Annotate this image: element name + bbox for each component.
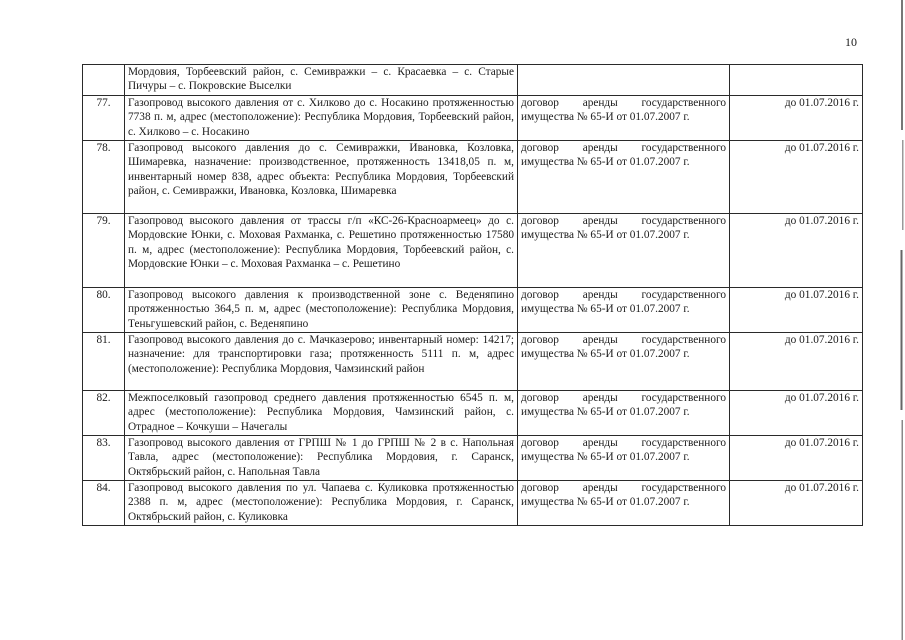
term: до 01.07.2016 г. — [730, 141, 863, 214]
table-row — [83, 391, 863, 436]
encumbrance-basis — [518, 65, 730, 96]
table-row — [83, 288, 863, 333]
row-number: 84. — [83, 481, 125, 526]
row-number: 79. — [83, 214, 125, 288]
scan-edge-artifact — [896, 0, 905, 640]
term — [730, 65, 863, 96]
row-number: 81. — [83, 333, 125, 391]
encumbrance-basis: договор аренды государственного имущества № 65-И от 01.07.2007 г. — [518, 288, 730, 333]
term: до 01.07.2016 г. — [730, 481, 863, 526]
object-description: Газопровод высокого давления до с. Семивражки, Ивановка, Козловка, Шимаревка, назначение: производственное, протяженность 13418,05 п. м, инвентарный номер 838, адрес объекта: Республика Мордовия, Торбеевский район, с. Семивражки, Ивановка, Козловка, Шимаревка — [125, 141, 518, 214]
object-description: Газопровод высокого давления к производственной зоне с. Веденяпино протяженностью 364,5 п. м, адрес (местоположение): Республика Мордовия, Теньгушевский район, с. Веденяпино — [125, 288, 518, 333]
table-row — [83, 214, 863, 288]
object-description: Газопровод высокого давления от трассы г/п «КС-26-Красноармеец» до с. Мордовские Юнки, с. Моховая Рахманка, с. Решетино протяженностью 17580 п. м, адрес (местоположение): Республика Мордовия, Торбеевский район, с. Мордовские Юнки – с. Моховая Рахманка – с. Решетино — [125, 214, 518, 288]
row-number: 77. — [83, 96, 125, 141]
row-number: 78. — [83, 141, 125, 214]
page-number: 10 — [845, 35, 857, 49]
row-number: 83. — [83, 436, 125, 481]
object-description: Газопровод высокого давления до с. Мачказерово; инвентарный номер: 14217; назначение: для транспортировки газа; протяженность 5111 п. м, адрес (местоположение): Республика Мордовия, Чамзинский район — [125, 333, 518, 391]
table-row — [83, 436, 863, 481]
term: до 01.07.2016 г. — [730, 96, 863, 141]
encumbrance-basis: договор аренды государственного имущества № 65-И от 01.07.2007 г. — [518, 481, 730, 526]
term: до 01.07.2016 г. — [730, 214, 863, 288]
encumbrance-basis: договор аренды государственного имущества № 65-И от 01.07.2007 г. — [518, 333, 730, 391]
object-description: Межпоселковый газопровод среднего давления протяженностью 6545 п. м, адрес (местоположение): Республика Мордовия, Чамзинский район, с. Отрадное – Кочкуши – Начегалы — [125, 391, 518, 436]
table-row — [83, 481, 863, 526]
encumbrance-basis: договор аренды государственного имущества № 65-И от 01.07.2007 г. — [518, 141, 730, 214]
term: до 01.07.2016 г. — [730, 391, 863, 436]
table-row — [83, 333, 863, 391]
row-number: 80. — [83, 288, 125, 333]
object-description: Газопровод высокого давления от ГРПШ № 1 до ГРПШ № 2 в с. Напольная Тавла, адрес (местоположение): Республика Мордовия, г. Саранск, Октябрьский район, с. Напольная Тавла — [125, 436, 518, 481]
table-row — [83, 96, 863, 141]
row-number: 82. — [83, 391, 125, 436]
encumbrance-basis: договор аренды государственного имущества № 65-И от 01.07.2007 г. — [518, 436, 730, 481]
encumbrance-basis: договор аренды государственного имущества № 65-И от 01.07.2007 г. — [518, 214, 730, 288]
term: до 01.07.2016 г. — [730, 333, 863, 391]
row-number — [83, 65, 125, 96]
object-description: Газопровод высокого давления от с. Хилково до с. Носакино протяженностью 7738 п. м, адрес (местоположение): Республика Мордовия, Торбеевский район, с. Хилково – с. Носакино — [125, 96, 518, 141]
table-row — [83, 141, 863, 214]
property-table — [82, 64, 863, 526]
object-description: Газопровод высокого давления по ул. Чапаева с. Куликовка протяженностью 2388 п. м, адрес (местоположение): Республика Мордовия, г. Саранск, Октябрьский район, с. Куликовка — [125, 481, 518, 526]
table-row — [83, 65, 863, 96]
term: до 01.07.2016 г. — [730, 436, 863, 481]
object-description: Мордовия, Торбеевский район, с. Семивражки – с. Красаевка – с. Старые Пичуры – с. Покровские Выселки — [125, 65, 518, 96]
encumbrance-basis: договор аренды государственного имущества № 65-И от 01.07.2007 г. — [518, 391, 730, 436]
encumbrance-basis: договор аренды государственного имущества № 65-И от 01.07.2007 г. — [518, 96, 730, 141]
term: до 01.07.2016 г. — [730, 288, 863, 333]
